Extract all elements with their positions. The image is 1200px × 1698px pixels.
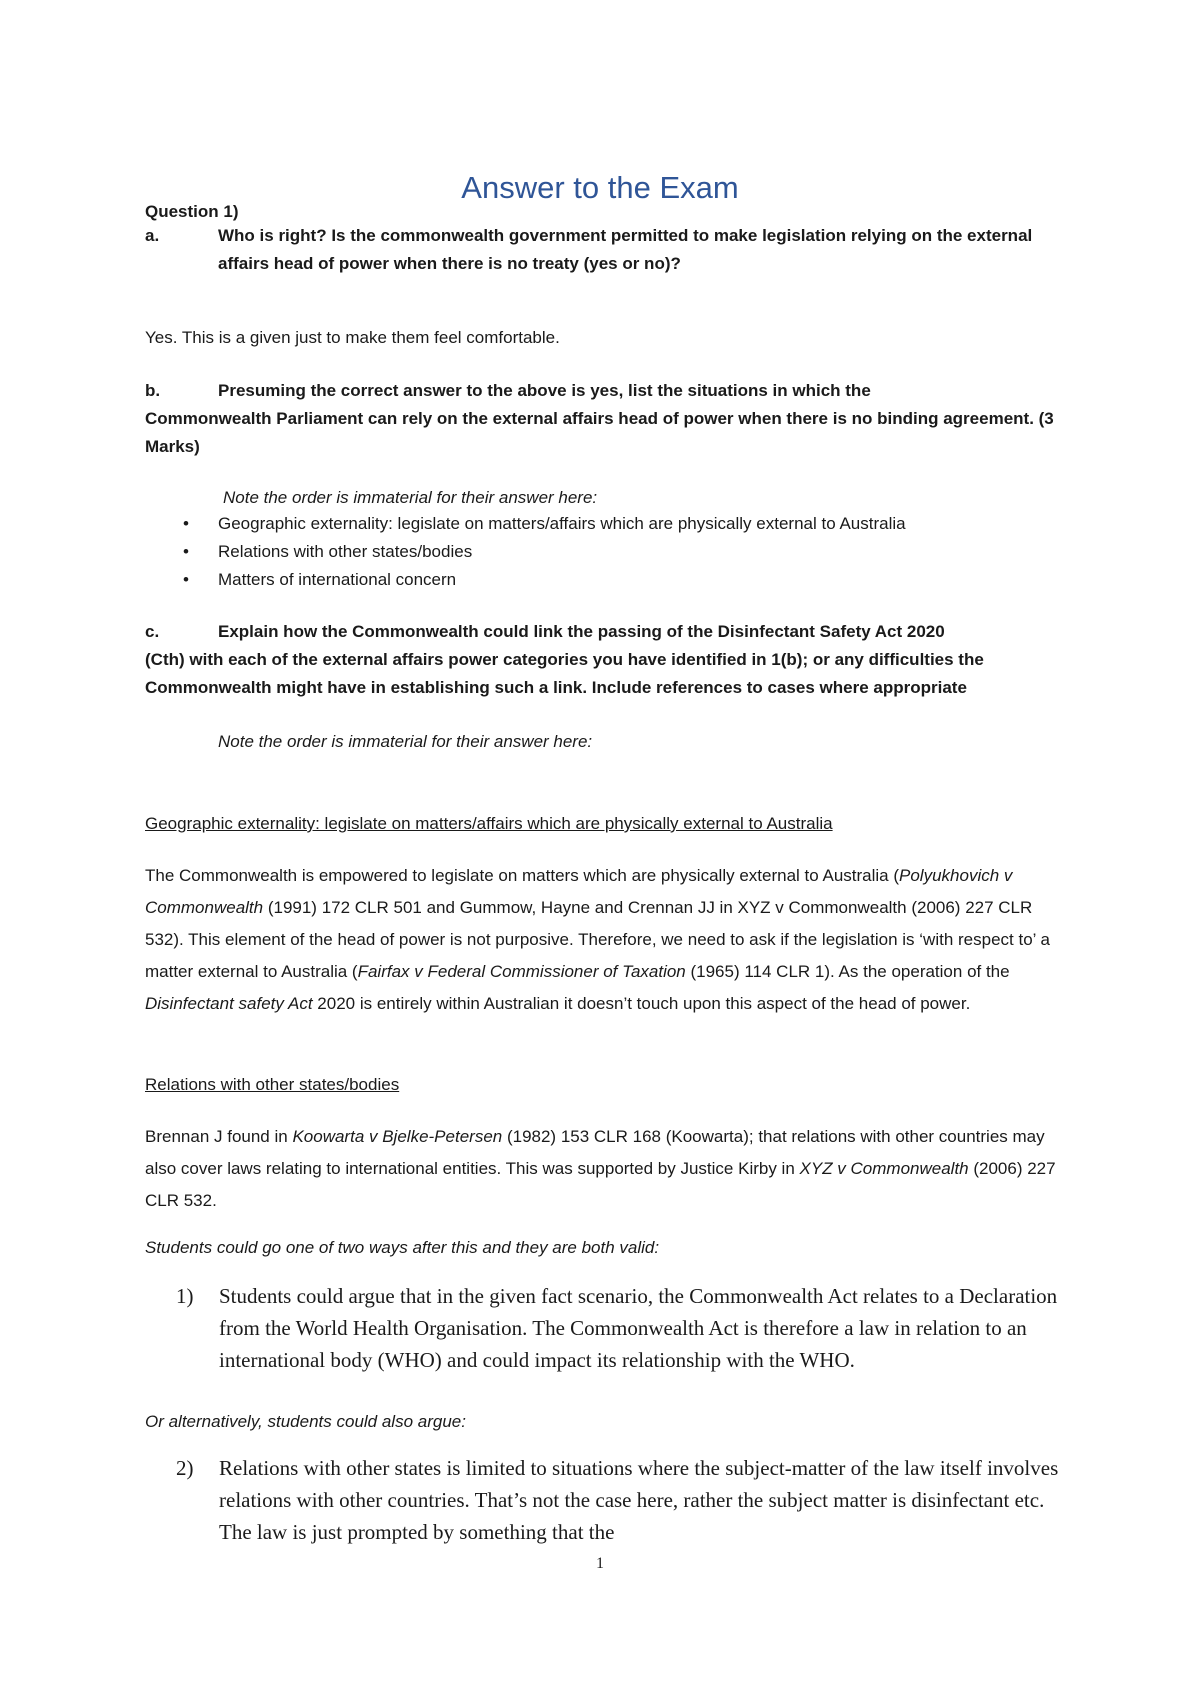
question-a: [145, 222, 1065, 278]
bullet-icon: •: [183, 542, 189, 561]
section-geo-heading: Geographic externality: legislate on matters/affairs which are physically external to Australia: [145, 814, 833, 833]
question-b-text-first: Presuming the correct answer to the above is yes, list the situations in which the: [218, 381, 871, 400]
list-item: • Geographic externality: legislate on matters/affairs which are physically external to Australia: [145, 510, 1085, 538]
act-name: Disinfectant safety Act: [145, 994, 313, 1013]
alternative-note: Or alternatively, students could also argue:: [145, 1412, 466, 1431]
item-number: 2): [176, 1456, 194, 1480]
question-c-label: c.: [145, 622, 160, 641]
list-item: • Matters of international concern: [145, 566, 1085, 594]
bullet-icon: •: [183, 570, 189, 589]
section-rel-paragraph: Brennan J found in Koowarta v Bjelke-Petersen (1982) 153 CLR 168 (Koowarta); that relations with other countries may also cover laws relating to international entities. This was supported by Justice Kirby in XYZ v Commonwealth (2006) 227 CLR 532.: [145, 1127, 1056, 1210]
page-number: 1: [596, 1555, 604, 1572]
question-b: [145, 377, 1065, 461]
case-koowarta: Koowarta v Bjelke-Petersen: [292, 1127, 503, 1146]
document-title: Answer to the Exam: [461, 170, 739, 205]
item-number: 1): [176, 1284, 194, 1308]
item-text: Students could argue that in the given fact scenario, the Commonwealth Act relates to a Declaration from the World Health Organisation. The Commonwealth Act is therefore a law in relation to an international body (WHO) and could impact its relationship with the WHO.: [219, 1284, 1058, 1372]
list-item: • Relations with other states/bodies: [145, 538, 1085, 566]
section-geo-paragraph: The Commonwealth is empowered to legislate on matters which are physically external to Australia (Polyukhovich v Commonwealth (1991) 172 CLR 501 and Gummow, Hayne and Crennan JJ in XYZ v Commonwealth (2006) 227 CLR 532). This element of the head of power is not purposive. Therefore, we need to ask if the legislation is ‘with respect to’ a matter external to Australia (Fairfax v Federal Commissioner of Taxation (1965) 114 CLR 1). As the operation of the Disinfectant safety Act 2020 is entirely within Australian it doesn’t touch upon this aspect of the head of power.: [145, 866, 1050, 1013]
question-c: [145, 618, 1065, 702]
question-a-answer: Yes. This is a given just to make them feel comfortable.: [145, 328, 560, 347]
bullet-icon: •: [183, 514, 189, 533]
question-a-text: Who is right? Is the commonwealth government permitted to make legislation relying on the external affairs head of power when there is no treaty (yes or no)?: [218, 226, 1033, 273]
list-item: [176, 1452, 1076, 1548]
question-c-note: Note the order is immaterial for their answer here:: [218, 732, 593, 751]
situations-list: [145, 510, 1085, 594]
question-b-note: Note the order is immaterial for their answer here:: [223, 488, 598, 507]
item-text: Relations with other states is limited to situations where the subject-matter of the law itself involves relations with other countries. That’s not the case here, rather the subject matter is disinfectant etc. The law is just prompted by something that the: [219, 1456, 1059, 1544]
case-fairfax: Fairfax v Federal Commissioner of Taxation: [357, 962, 686, 981]
question-c-text-first: Explain how the Commonwealth could link the passing of the Disinfectant Safety Act 2020: [218, 622, 945, 641]
list-item: [176, 1280, 1076, 1376]
section-rel-heading: Relations with other states/bodies: [145, 1075, 400, 1094]
two-ways-note: Students could go one of two ways after this and they are both valid:: [145, 1238, 660, 1257]
question-b-text-rest: Commonwealth Parliament can rely on the external affairs head of power when there is no binding agreement. (3 Marks): [145, 409, 1054, 456]
case-polyukhovich: Polyukhovich v Commonwealth: [145, 866, 1013, 917]
question-b-label: b.: [145, 381, 161, 400]
question-a-label: a.: [145, 226, 160, 245]
question-heading: Question 1): [145, 202, 239, 221]
question-c-text-rest: (Cth) with each of the external affairs power categories you have identified in 1(b); or any difficulties the Commonwealth might have in establishing such a link. Include references to cases where appropriate: [145, 650, 984, 697]
case-xyz: XYZ v Commonwealth: [799, 1159, 969, 1178]
